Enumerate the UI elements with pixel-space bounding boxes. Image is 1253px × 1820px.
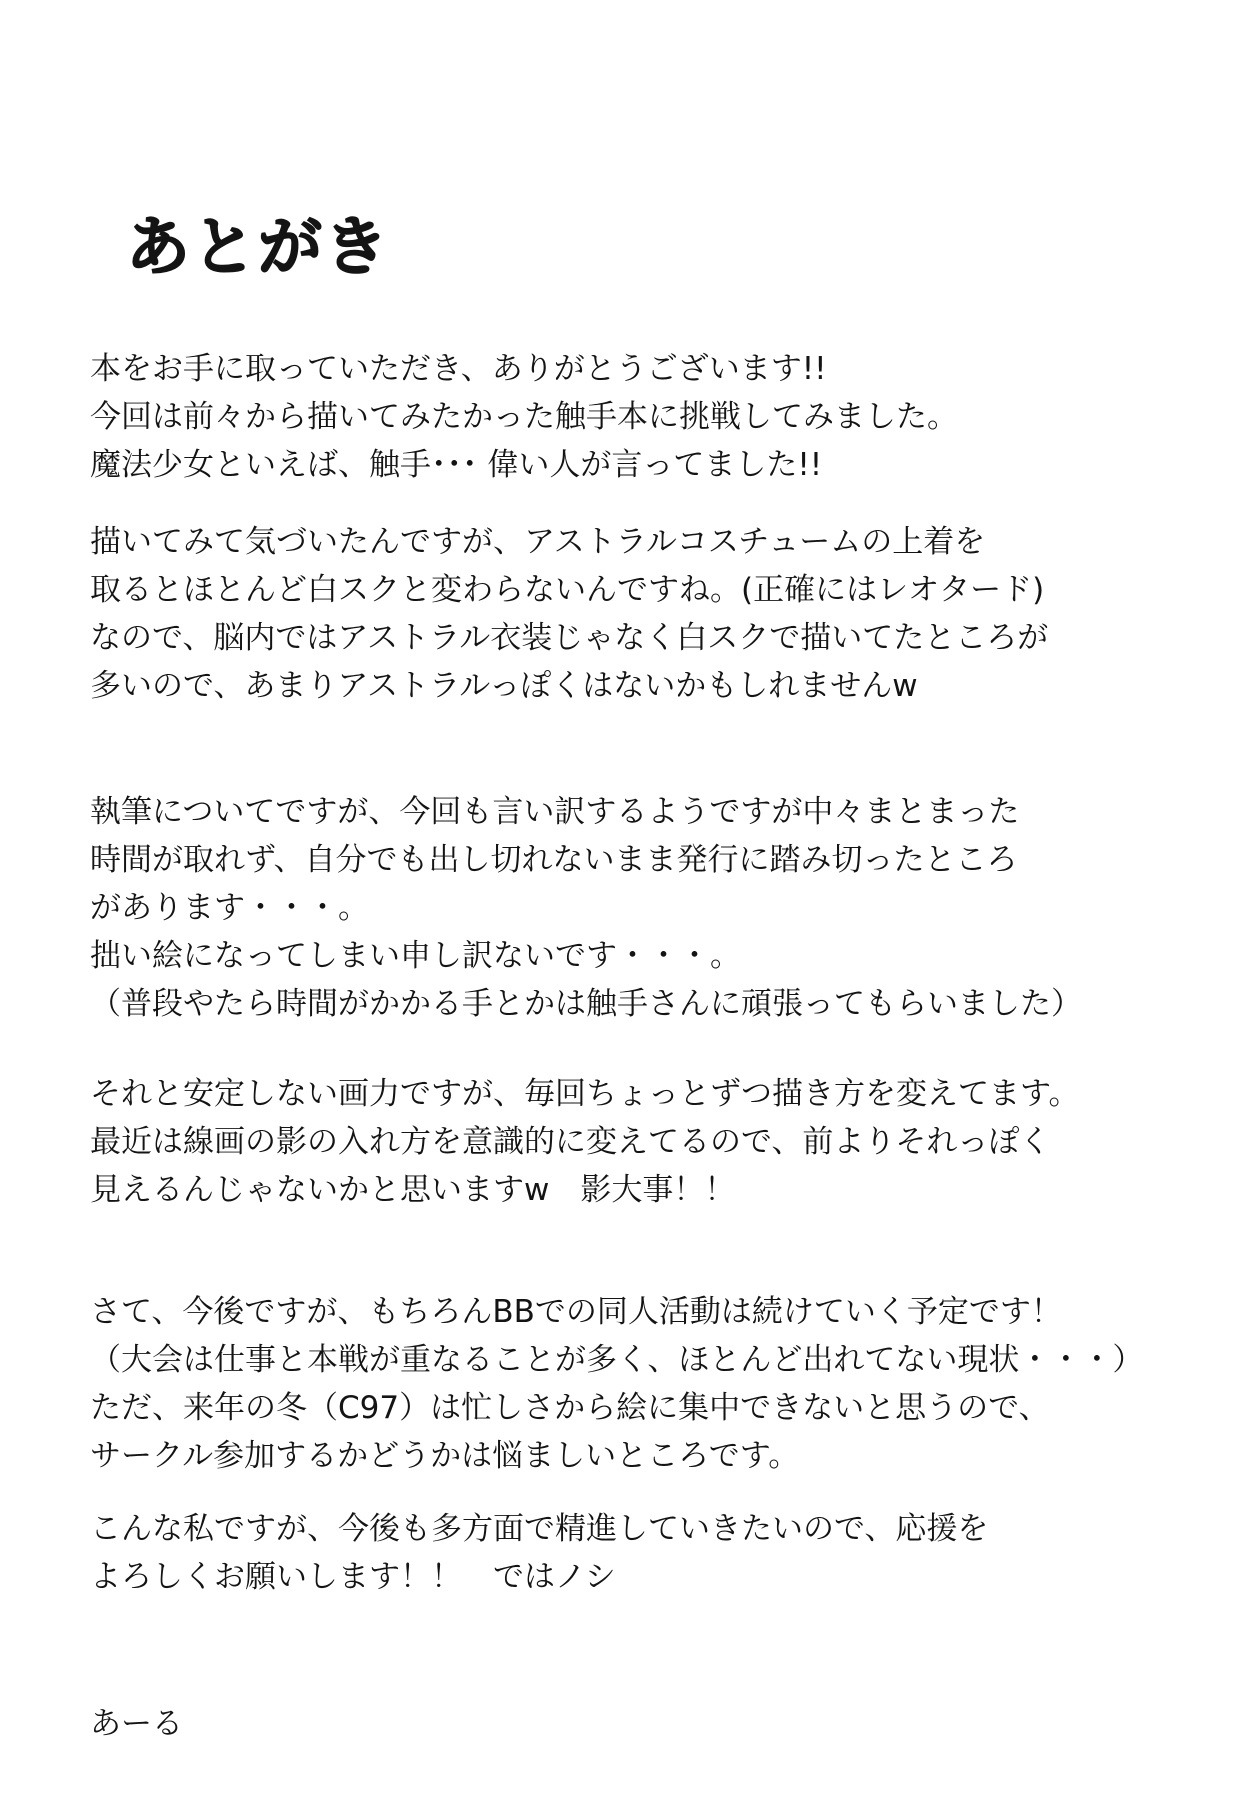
paragraph-drawing <box>90 1070 1080 1214</box>
page-title: あとがき <box>126 211 390 285</box>
paragraph-future <box>90 1288 1143 1480</box>
text-line: ただ、来年の冬（C97）は忙しさから絵に集中できないと思うので、 <box>90 1390 1050 1426</box>
text-line: 今回は前々から描いてみたかった触手本に挑戦してみました。 <box>90 399 958 435</box>
text-line: よろしくお願いします！！ ではノシ <box>90 1559 616 1595</box>
text-line: 取るとほとんど白スクと変わらないんですね。(正確にはレオタード) <box>90 572 1045 608</box>
paragraph-closing <box>90 1505 988 1601</box>
text-line: 見えるんじゃないかと思いますw 影大事！！ <box>90 1172 736 1208</box>
text-line: 拙い絵になってしまい申し訳ないです・・・。 <box>90 938 741 974</box>
text-line: サークル参加するかどうかは悩ましいところです。 <box>90 1438 800 1474</box>
text-line: 魔法少女といえば、触手･･･ 偉い人が言ってました!! <box>90 447 823 483</box>
text-line: （大会は仕事と本戦が重なることが多く、ほとんど出れてない現状・・・） <box>90 1342 1144 1378</box>
paragraph-thanks <box>90 345 958 489</box>
text-line: があります・・・。 <box>90 890 369 926</box>
author-signature: あーる <box>90 1706 183 1742</box>
text-line: 本をお手に取っていただき、ありがとうございます!! <box>90 351 827 387</box>
text-line: こんな私ですが、今後も多方面で精進していきたいので、応援を <box>90 1511 989 1547</box>
text-line: 時間が取れず、自分でも出し切れないまま発行に踏み切ったところ <box>90 842 1018 878</box>
text-line: （普段やたら時間がかかる手とかは触手さんに頑張ってもらいました） <box>90 986 1082 1022</box>
paragraph-costume <box>90 518 1048 710</box>
paragraph-writing <box>90 788 1082 1028</box>
text-line: さて、今後ですが、もちろんBBでの同人活動は続けていく予定です！ <box>90 1294 1062 1330</box>
text-line: 執筆についてですが、今回も言い訳するようですが中々まとまった <box>90 794 1020 830</box>
text-line: 多いので、あまりアストラルっぽくはないかもしれませんw <box>90 668 918 704</box>
text-line: 描いてみて気づいたんですが、アストラルコスチュームの上着を <box>90 524 986 560</box>
text-line: 最近は線画の影の入れ方を意識的に変えてるので、前よりそれっぽく <box>90 1124 1051 1160</box>
text-line: それと安定しない画力ですが、毎回ちょっとずつ描き方を変えてます。 <box>90 1076 1080 1112</box>
text-line: なので、脳内ではアストラル衣装じゃなく白スクで描いてたところが <box>90 620 1049 656</box>
